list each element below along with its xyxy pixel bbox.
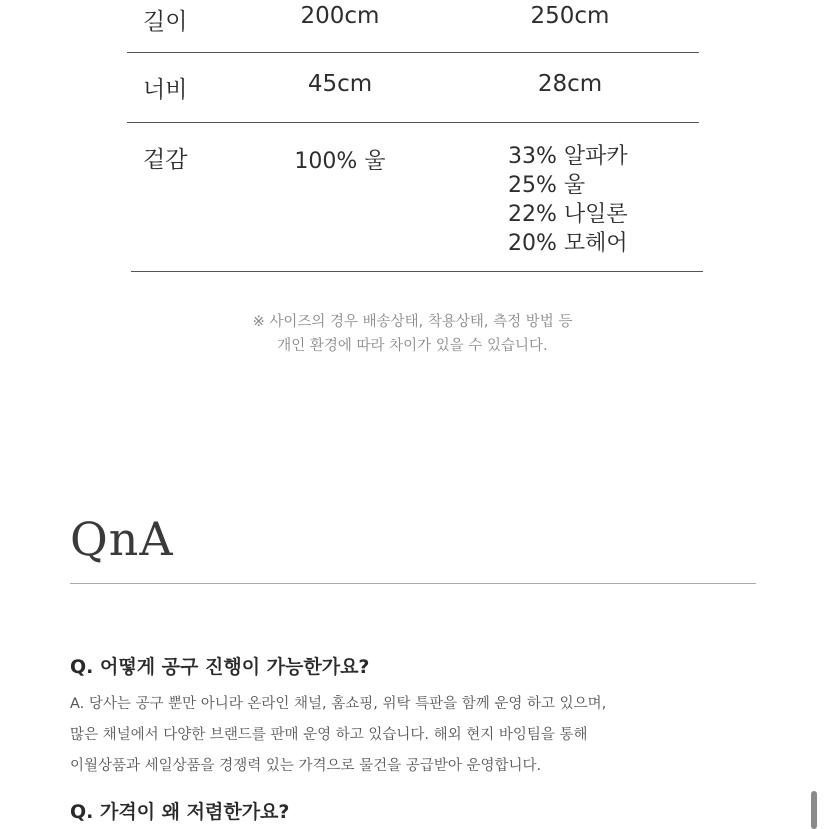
qna-divider — [70, 583, 756, 584]
material-line: 20% 모헤어 — [508, 231, 628, 256]
answer-line: 이월상품과 세일상품을 경쟁력 있는 가격으로 물건을 공급받아 운영합니다. — [70, 758, 542, 774]
cell-width-col1: 45cm — [307, 71, 373, 97]
answer-line: A. 당사는 공구 뿐만 아니라 온라인 채널, 홈쇼핑, 위탁 특판을 함께 운영 하고 있으며, — [70, 696, 607, 712]
row-label-width: 너비 — [143, 77, 188, 103]
size-notice — [0, 310, 825, 358]
qna-question-2: Q. 가격이 왜 저렴한가요? — [70, 801, 290, 823]
cell-width-col2: 28cm — [537, 71, 603, 97]
notice-line-2: 개인 환경에 따라 차이가 있을 수 있습니다. — [277, 338, 548, 354]
qna-title: QnA — [70, 512, 174, 566]
material-line: 33% 알파카 — [508, 144, 628, 169]
material-line: 25% 울 — [508, 173, 586, 198]
material-line: 22% 나일론 — [508, 202, 628, 227]
row-divider — [127, 122, 699, 123]
cell-material-col2 — [508, 142, 628, 258]
notice-line-1: ※ 사이즈의 경우 배송상태, 착용상태, 측정 방법 등 — [252, 314, 573, 330]
cell-length-col1: 200cm — [300, 3, 380, 29]
cell-material-col1: 100% 울 — [294, 149, 386, 174]
table-bottom-border — [131, 271, 703, 272]
row-label-material: 겉감 — [143, 147, 188, 173]
row-divider — [127, 52, 699, 53]
scrollbar-thumb[interactable] — [811, 791, 817, 829]
qna-answer-1 — [70, 689, 606, 782]
answer-line: 많은 채널에서 다양한 브랜드를 판매 운영 하고 있습니다. 해외 현지 바잉팀을 통해 — [70, 727, 588, 743]
cell-length-col2: 250cm — [530, 3, 610, 29]
qna-question-1: Q. 어떻게 공구 진행이 가능한가요? — [70, 656, 370, 678]
row-label-length: 길이 — [143, 9, 188, 35]
